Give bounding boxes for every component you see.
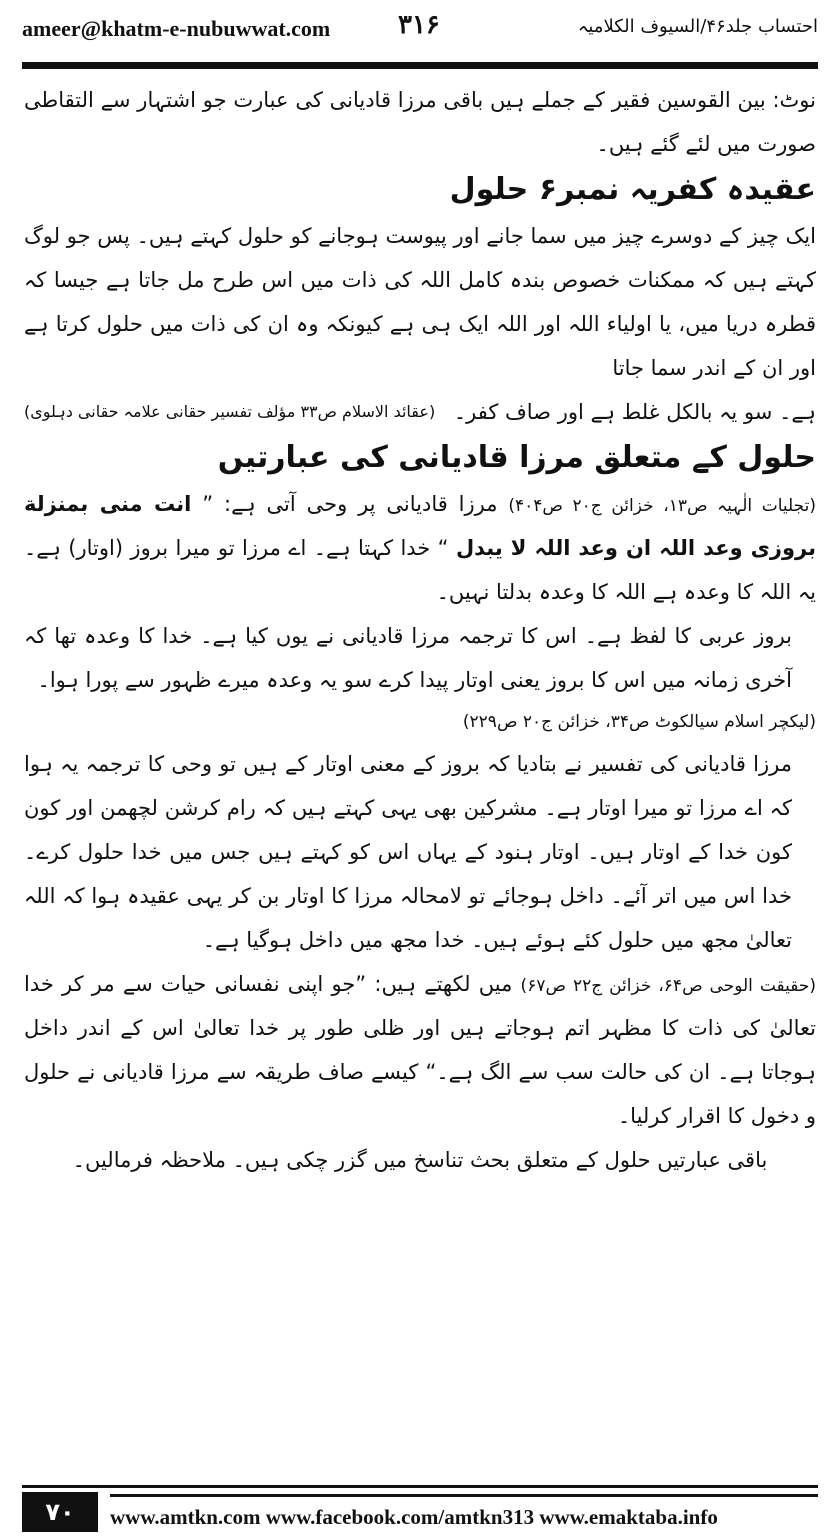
footer-website-links[interactable]: www.amtkn.com www.facebook.com/amtkn313 www.emaktaba.info (110, 1494, 818, 1534)
header-rule (22, 62, 818, 69)
header-page-number: ۳۱۶ (398, 10, 440, 40)
avatar-paragraph: مرزا قادیانی کی تفسیر نے بتادیا کہ بروز کے معنی اوتار کے ہیں تو وحی کا ترجمہ یہ ہوا کہ اے مرزا تو میرا اوتار ہے۔ مشرکین بھی یہی کہتے ہیں کہ رام کرشن لچھمن اور کون کون خدا کے اوتار ہیں۔ اوتار ہنود کے یہاں اس کو کہتے ہیں جس میں خدا حلول کرے۔ خدا اس میں اتر آئے۔ داخل ہوجائے تو لامحالہ مرزا کا اوتار بن کر یہی عقیدہ ہوا کہ اللہ تعالیٰ مجھ میں حلول کئے ہوئے ہیں۔ خدا مجھ میں داخل ہوگیا ہے۔ (24, 752, 792, 952)
closing-paragraph: باقی عبارتیں حلول کے متعلق بحث تناسخ میں گزر چکی ہیں۔ ملاحظہ فرمالیں۔ (72, 1148, 768, 1172)
quote-1-lead: مرزا قادیانی پر وحی آتی ہے: ” (202, 492, 498, 516)
header-book-title: احتساب جلد۴۶/السیوف الکلامیہ (577, 16, 818, 37)
header-email-link[interactable]: ameer@khatm-e-nubuwwat.com (22, 16, 331, 41)
definition-closing-row (24, 390, 816, 434)
footer-rule (22, 1485, 818, 1488)
page-header (18, 10, 822, 58)
quote-1-reference: (تجلیات الٰہیہ ص۱۳، خزائن ج۲۰ ص۴۰۴) (508, 496, 816, 516)
section-heading-mirza-texts: حلول کے متعلق مرزا قادیانی کی عبارتیں (217, 440, 816, 475)
definition-closing-text: ہے۔ سو یہ بالکل غلط ہے اور صاف کفر۔ (453, 400, 816, 424)
buruz-paragraph: بروز عربی کا لفظ ہے۔ اس کا ترجمہ مرزا قادیانی نے یوں کیا ہے۔ خدا کا وعدہ تھا کہ آخری زمانہ میں اس کا بروز یعنی اوتار پیدا کرے سو یہ وعدہ میرے ظہور سے پورا ہوا۔ (24, 624, 792, 692)
definition-reference: (عقائد الاسلام ص۳۳ مؤلف تفسیر حقانی علامہ حقانی دہلوی) (24, 402, 436, 421)
footer-page-badge: ۷۰ (22, 1492, 98, 1532)
quote-paragraph-1 (24, 482, 816, 614)
buruz-reference: (لیکچر اسلام سیالکوٹ ص۳۴، خزائن ج۲۰ ص۲۲۹) (462, 712, 816, 732)
quote-2-reference: (حقیقت الوحی ص۶۴، خزائن ج۲۲ ص۶۷) (520, 976, 816, 996)
note-paragraph: نوٹ: بین القوسین فقیر کے جملے ہیں باقی مرزا قادیانی کی عبارت جو اشتہار سے التقاطی صورت میں لئے گئے ہیں۔ (24, 88, 816, 156)
quote-paragraph-2 (24, 962, 816, 1138)
quote-2-text: میں لکھتے ہیں: ”جو اپنی نفسانی حیات سے مر کر خدا تعالیٰ کی ذات کا مظہر اتم ہوجاتے ہیں اور ظلی طور پر خدا تعالیٰ اس کے اندر داخل ہوجاتا ہے۔ ان کی حالت سب سے الگ ہے۔“ کیسے صاف طریقہ سے مرزا قادیانی نے حلول و دخول کا اقرار کرلیا۔ (24, 972, 816, 1128)
page-body (24, 78, 816, 1182)
quote-1-arabic: انت منی بمنزلة بروزی وعد اللہ ان وعد اللہ لا یبدل (24, 492, 816, 560)
quote-1-rest: “ خدا کہتا ہے۔ اے مرزا تو میرا بروز (اوتار) ہے۔ یہ اللہ کا وعدہ ہے اللہ کا وعدہ بدلتا نہیں۔ (24, 536, 816, 604)
definition-paragraph: ایک چیز کے دوسرے چیز میں سما جانے اور پیوست ہوجانے کو حلول کہتے ہیں۔ پس جو لوگ کہتے ہیں کہ ممکنات خصوص بندہ کامل اللہ کی ذات میں اس طرح مل جاتا ہے جیسا کہ قطرہ دریا میں، یا اولیاء اللہ اور اللہ ایک ہی ہے کیونکہ وہ ان کی ذات میں حلول کرتا ہے اور ان کے اندر سما جاتا (24, 224, 816, 380)
section-heading-hulool: عقیدہ کفریہ نمبر۶ حلول (449, 172, 816, 207)
